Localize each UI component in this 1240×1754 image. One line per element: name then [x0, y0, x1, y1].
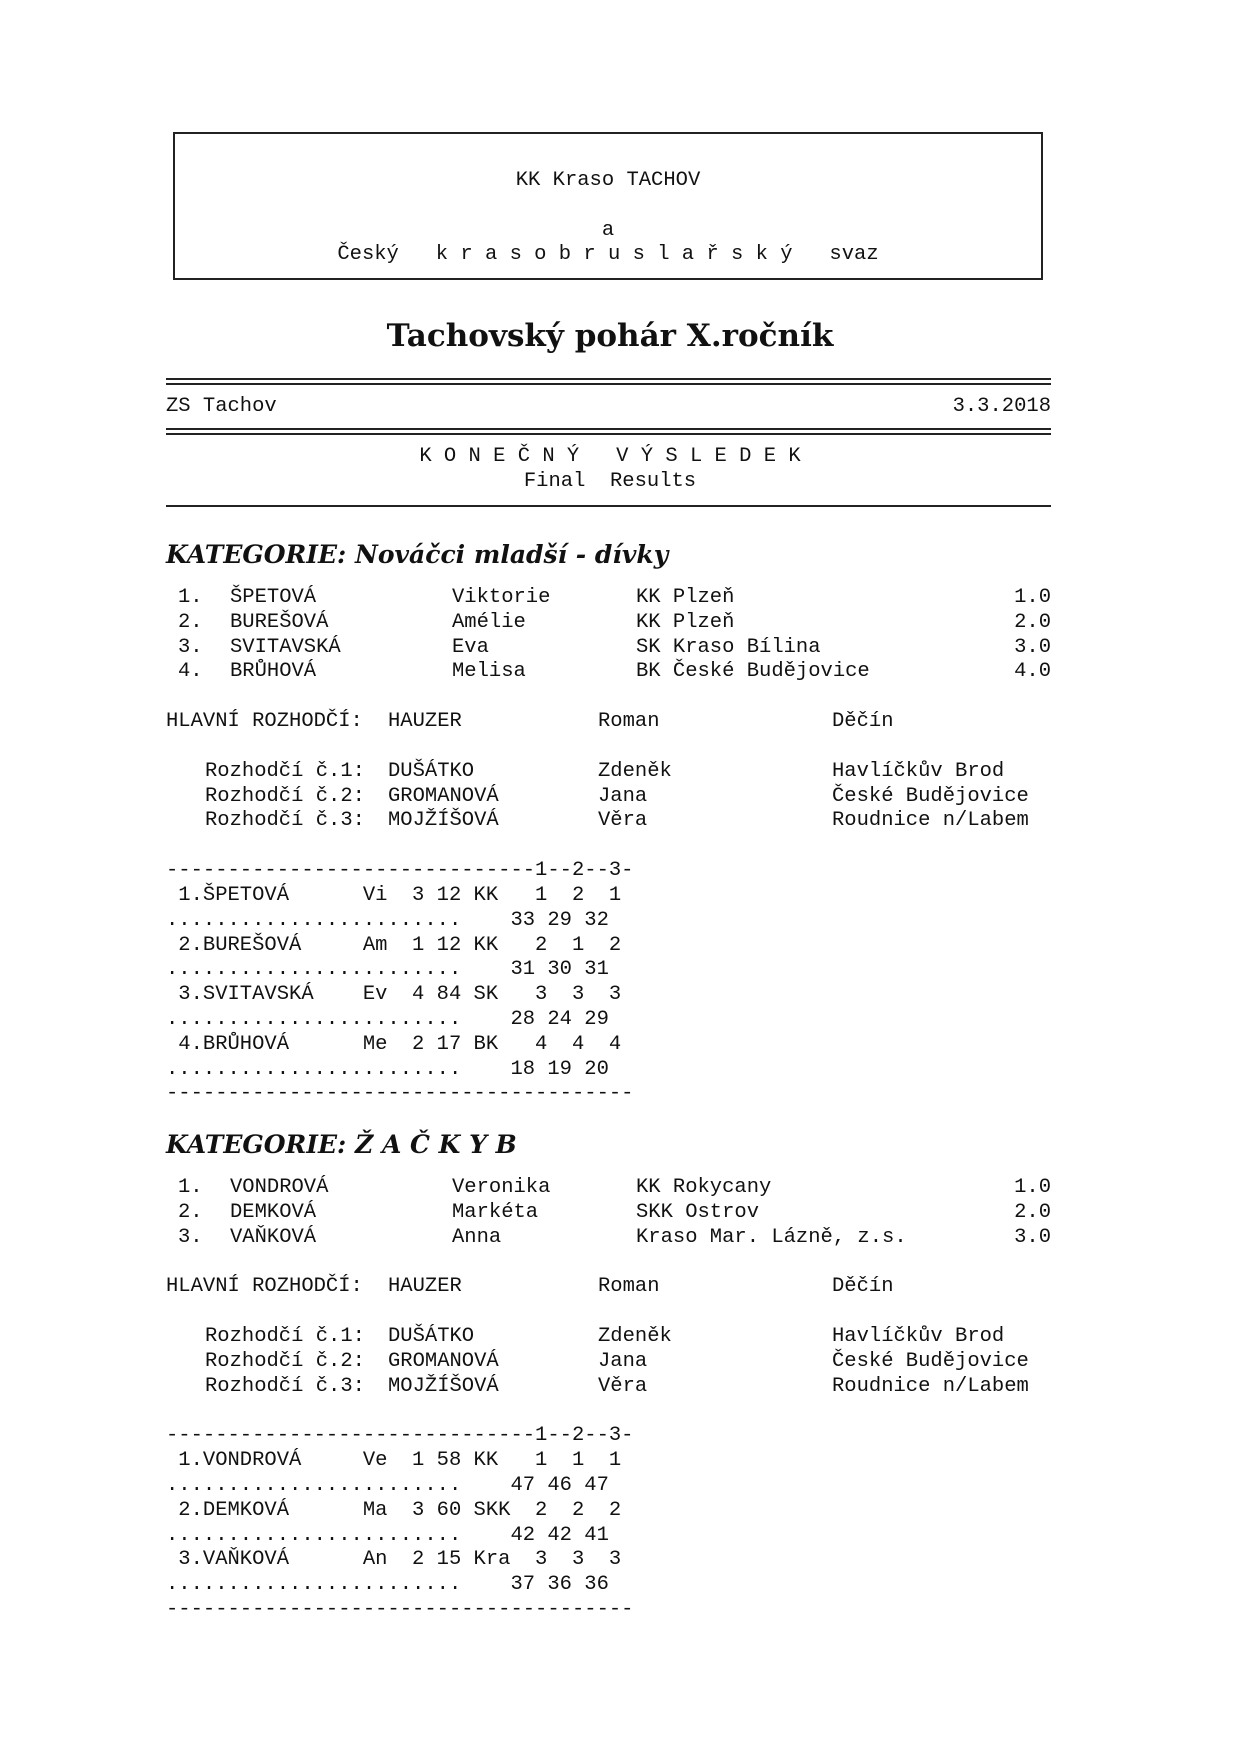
placing-name: Amélie	[452, 610, 526, 634]
chief-referee-label: HLAVNÍ ROZHODČÍ:	[166, 710, 363, 734]
judge-name: Věra	[598, 809, 648, 833]
placing-surname: DEMKOVÁ	[230, 1200, 317, 1224]
placing-surname: VAŇKOVÁ	[230, 1225, 317, 1249]
placing-row	[0, 610, 1240, 635]
score-table-ordinal-row: 4.BRŮHOVÁ Me 2 17 BK 4 4 4	[166, 1032, 622, 1056]
competition-title: Tachovský pohár X.ročník	[386, 318, 834, 354]
judge-name: Věra	[598, 1374, 648, 1398]
score-table-ordinal-row: 3.SVITAVSKÁ Ev 4 84 SK 3 3 3	[166, 983, 622, 1007]
placing-rank: 2.	[178, 610, 203, 634]
placing-name: Veronika	[452, 1176, 551, 1199]
placing-name: Melisa	[452, 660, 526, 684]
placing-club: KK Rokycany	[636, 1176, 772, 1199]
judge-row	[0, 1374, 1240, 1399]
score-table-points-row: ........................ 42 42 41	[166, 1523, 609, 1547]
placing-name: Markéta	[452, 1200, 539, 1224]
placing-row	[0, 635, 1240, 660]
federation-name: Český k r a s o b r u s l a ř s k ý svaz	[337, 243, 879, 266]
judge-city: České Budějovice	[832, 1349, 1029, 1373]
placing-name: Viktorie	[452, 586, 551, 609]
placing-name: Anna	[452, 1225, 502, 1249]
chief-referee-name: Roman	[598, 710, 660, 734]
score-table-ordinal-row: 2.BUREŠOVÁ Am 1 12 KK 2 1 2	[166, 933, 622, 957]
placing-club: SKK Ostrov	[636, 1200, 760, 1224]
venue: ZS Tachov	[166, 395, 277, 418]
placing-name: Eva	[452, 635, 489, 659]
judge-row	[0, 1324, 1240, 1349]
judge-label: Rozhodčí č.1:	[205, 1325, 365, 1348]
score-table-points-row: ........................ 37 36 36	[166, 1573, 609, 1597]
double-rule-top	[166, 378, 1051, 385]
category-heading: KATEGORIE: Nováčci mladší - dívky	[166, 540, 669, 569]
double-rule-bottom	[166, 428, 1051, 435]
placing-points: 3.0	[1014, 1225, 1051, 1249]
placing-club: KK Plzeň	[636, 586, 735, 609]
placing-surname: SVITAVSKÁ	[230, 635, 341, 659]
placing-club: Kraso Mar. Lázně, z.s.	[636, 1225, 907, 1249]
placing-rank: 3.	[178, 635, 203, 659]
judge-row	[0, 808, 1240, 833]
placing-club: KK Plzeň	[636, 610, 735, 634]
score-table-points-row: ........................ 47 46 47	[166, 1474, 609, 1497]
chief-referee-name: Roman	[598, 1275, 660, 1299]
placing-row	[0, 659, 1240, 684]
judge-name: Jana	[598, 1349, 648, 1373]
placing-surname: BUREŠOVÁ	[230, 610, 329, 634]
judge-name: Jana	[598, 784, 648, 808]
score-table-points-row: ........................ 31 30 31	[166, 958, 609, 982]
chief-referee-label: HLAVNÍ ROZHODČÍ:	[166, 1275, 363, 1299]
organizer-conjunction: a	[601, 219, 615, 242]
judge-label: Rozhodčí č.3:	[205, 809, 365, 833]
score-table-points-row: ........................ 18 19 20	[166, 1057, 609, 1081]
chief-referee-row	[0, 1274, 1240, 1299]
judge-city: Havlíčkův Brod	[832, 759, 1005, 783]
placing-row	[0, 1175, 1240, 1200]
date: 3.3.2018	[952, 395, 1051, 418]
placing-rank: 1.	[178, 1176, 203, 1199]
chief-referee-surname: HAUZER	[388, 710, 462, 734]
judge-city: Roudnice n/Labem	[832, 809, 1029, 833]
result-heading: K O N E Č N Ý V Ý S L E D E K	[419, 445, 801, 468]
result-subheading: Final Results	[523, 470, 697, 493]
judge-surname: GROMANOVÁ	[388, 1349, 499, 1373]
score-table-header: ------------------------------1--2--3-	[166, 859, 634, 883]
placing-rank: 2.	[178, 1200, 203, 1224]
score-table-ordinal-row: 1.VONDROVÁ Ve 1 58 KK 1 1 1	[166, 1449, 622, 1473]
judge-label: Rozhodčí č.2:	[205, 784, 365, 808]
placing-club: SK Kraso Bílina	[636, 635, 821, 659]
judge-row	[0, 784, 1240, 809]
judge-row	[0, 759, 1240, 784]
judge-label: Rozhodčí č.1:	[205, 759, 365, 783]
judge-row	[0, 1349, 1240, 1374]
single-rule	[166, 505, 1051, 507]
judge-label: Rozhodčí č.2:	[205, 1349, 365, 1373]
chief-referee-row	[0, 709, 1240, 734]
score-table-points-row: ........................ 33 29 32	[166, 908, 609, 932]
placing-row	[0, 1200, 1240, 1225]
placing-points: 4.0	[1014, 660, 1051, 684]
score-table-ordinal-row: 3.VAŇKOVÁ An 2 15 Kra 3 3 3	[166, 1548, 622, 1572]
category-heading: KATEGORIE: Ž A Č K Y B	[166, 1130, 517, 1159]
judge-surname: GROMANOVÁ	[388, 784, 499, 808]
judge-name: Zdeněk	[598, 1325, 672, 1348]
placing-surname: ŠPETOVÁ	[230, 586, 317, 609]
chief-referee-city: Děčín	[832, 1275, 894, 1299]
judge-city: Havlíčkův Brod	[832, 1325, 1005, 1348]
organizer-name: KK Kraso TACHOV	[515, 169, 701, 192]
placing-points: 1.0	[1014, 586, 1051, 609]
placing-rank: 3.	[178, 1225, 203, 1249]
judge-label: Rozhodčí č.3:	[205, 1374, 365, 1398]
placing-rank: 1.	[178, 586, 203, 609]
score-table-points-row: ........................ 28 24 29	[166, 1008, 609, 1031]
judge-city: Roudnice n/Labem	[832, 1374, 1029, 1398]
placing-points: 3.0	[1014, 635, 1051, 659]
score-table-footer: --------------------------------------	[166, 1082, 634, 1106]
score-table-header: ------------------------------1--2--3-	[166, 1424, 634, 1448]
placing-points: 1.0	[1014, 1176, 1051, 1199]
judge-name: Zdeněk	[598, 759, 672, 783]
score-table-ordinal-row: 2.DEMKOVÁ Ma 3 60 SKK 2 2 2	[166, 1498, 622, 1522]
placing-surname: BRŮHOVÁ	[230, 660, 317, 684]
chief-referee-surname: HAUZER	[388, 1275, 462, 1299]
placing-points: 2.0	[1014, 610, 1051, 634]
judge-surname: DUŠÁTKO	[388, 1325, 475, 1348]
placing-row	[0, 1225, 1240, 1250]
placing-surname: VONDROVÁ	[230, 1176, 329, 1199]
score-table-ordinal-row: 1.ŠPETOVÁ Vi 3 12 KK 1 2 1	[166, 884, 622, 907]
placing-rank: 4.	[178, 660, 203, 684]
organizer-box	[173, 132, 1043, 280]
judge-city: České Budějovice	[832, 784, 1029, 808]
judge-surname: MOJŽÍŠOVÁ	[388, 809, 499, 833]
score-table-footer: --------------------------------------	[166, 1598, 634, 1621]
placing-points: 2.0	[1014, 1200, 1051, 1224]
judge-surname: DUŠÁTKO	[388, 759, 475, 783]
judge-surname: MOJŽÍŠOVÁ	[388, 1374, 499, 1398]
chief-referee-city: Děčín	[832, 710, 894, 734]
placing-row	[0, 585, 1240, 610]
placing-club: BK České Budějovice	[636, 660, 870, 684]
